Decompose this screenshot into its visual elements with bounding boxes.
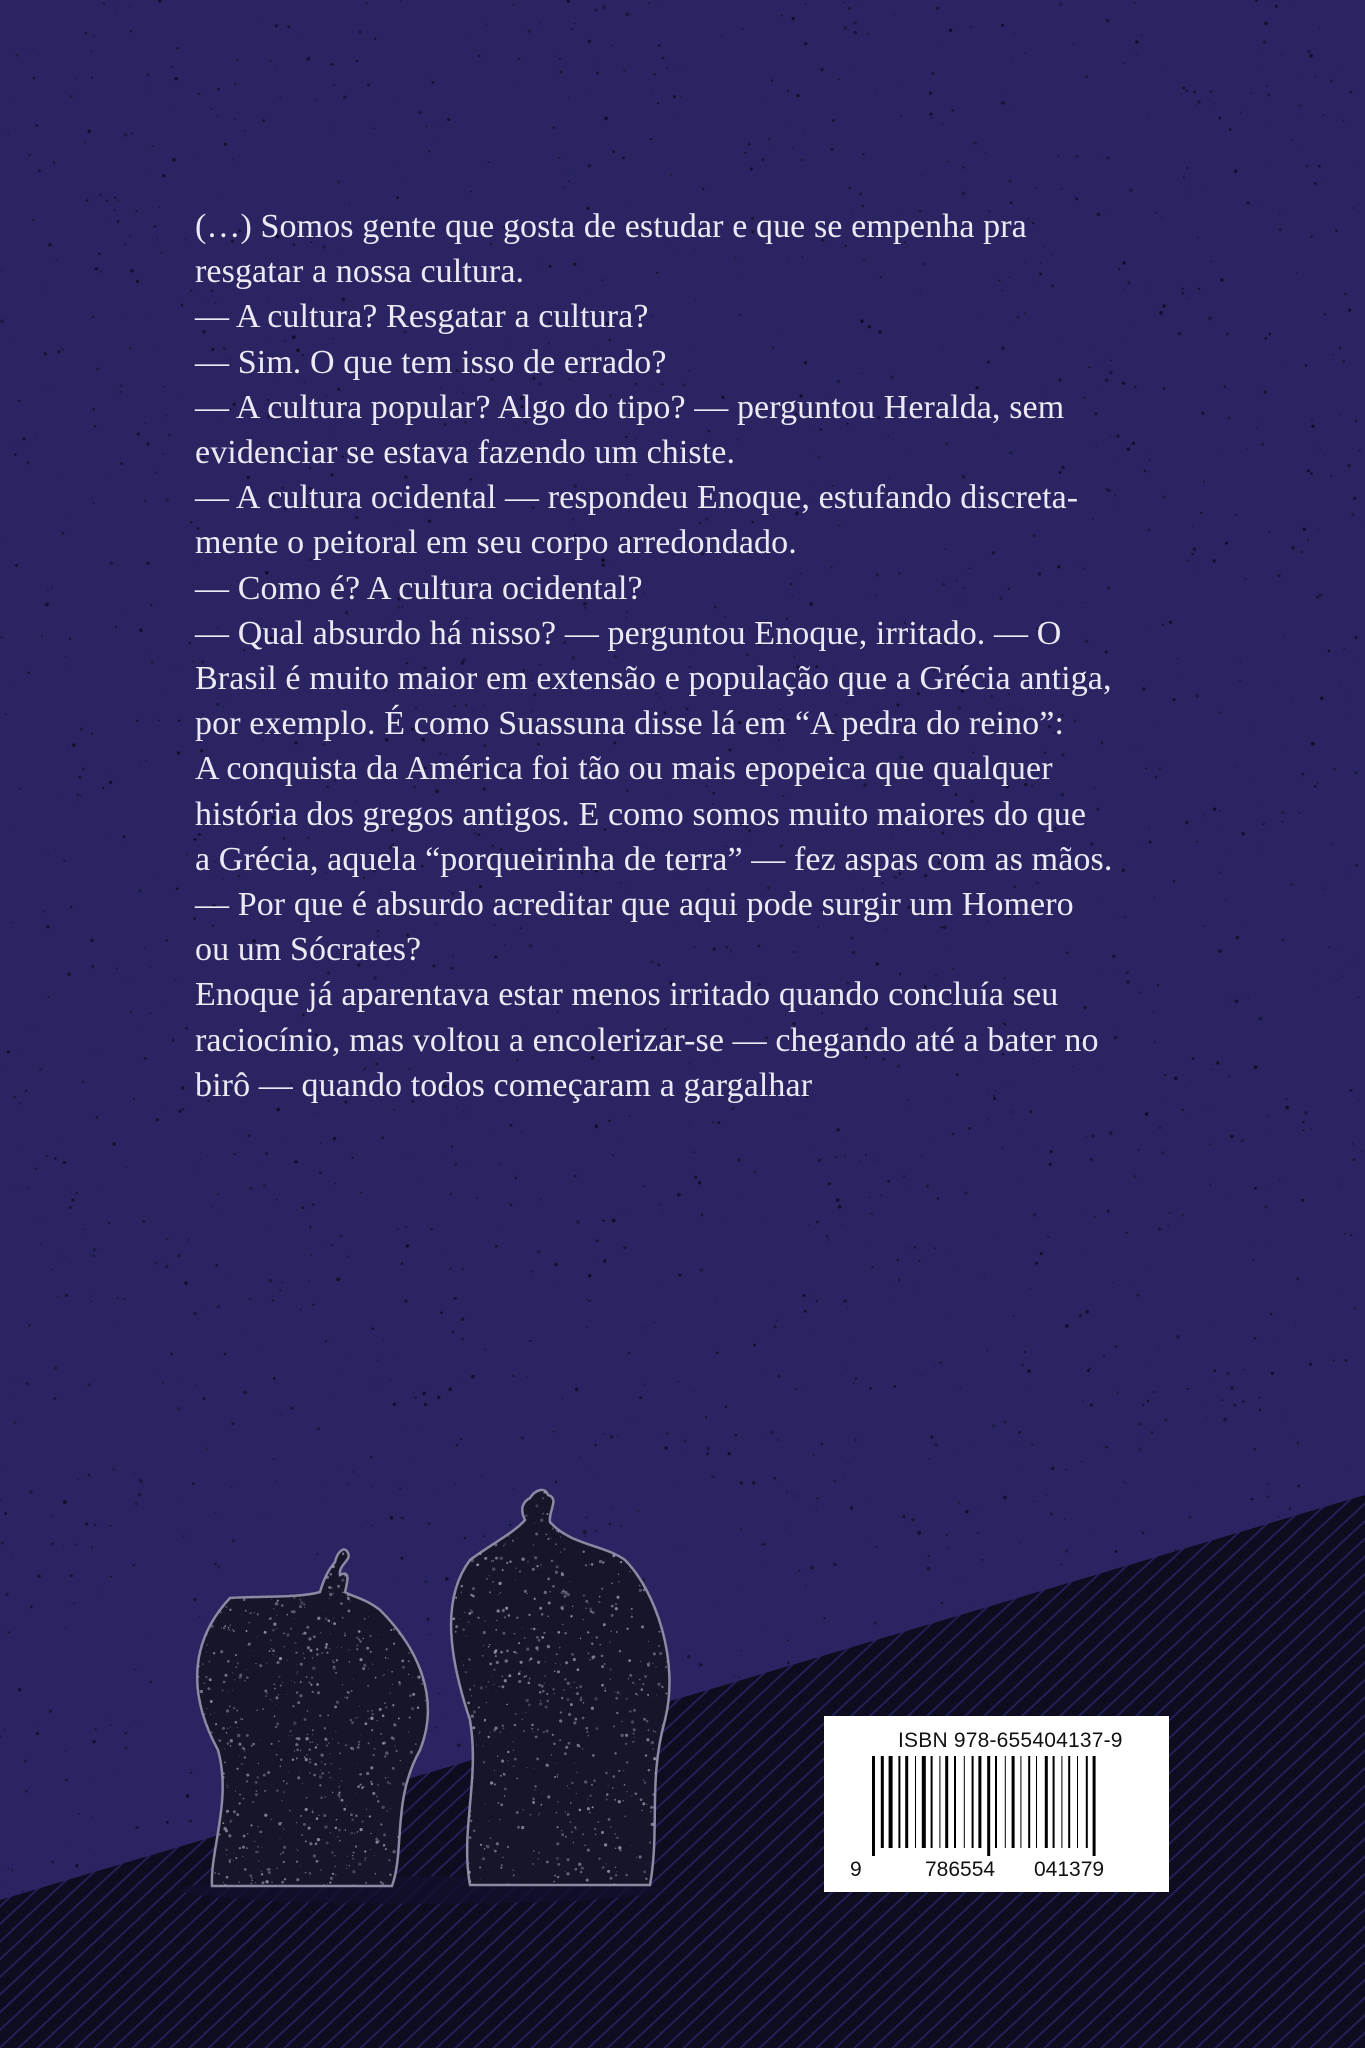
excerpt-line: a Grécia, aquela “porqueirinha de terra” — fez aspas com as mãos. xyxy=(195,840,1113,878)
excerpt-line: — Por que é absurdo acreditar que aqui pode surgir um Homero xyxy=(195,886,1074,924)
isbn-label: ISBN 978-655404137-9 xyxy=(898,1729,1123,1752)
barcode-bars xyxy=(824,1716,1169,1892)
excerpt-line: (…) Somos gente que gosta de estudar e que se empenha pra xyxy=(195,208,1027,245)
excerpt-line: — Como é? A cultura ocidental? xyxy=(195,569,643,607)
barcode-right-digits: 041379 xyxy=(1034,1858,1105,1881)
excerpt-line: Brasil é muito maior em extensão e população que a Grécia antiga, xyxy=(195,660,1112,698)
excerpt-line: por exemplo. É como Suassuna disse lá em “A pedra do reino”: xyxy=(195,705,1064,743)
excerpt-line: A conquista da América foi tão ou mais epopeica que qualquer xyxy=(195,750,1053,788)
isbn-barcode xyxy=(824,1716,1169,1892)
excerpt-line: — A cultura popular? Algo do tipo? — perguntou Heralda, sem xyxy=(195,388,1065,426)
excerpt-line: história dos gregos antigos. E como somos muito maiores do que xyxy=(195,795,1087,833)
excerpt-line: — A cultura? Resgatar a cultura? xyxy=(195,298,649,336)
excerpt-line: ou um Sócrates? xyxy=(195,931,422,969)
excerpt-line: raciocínio, mas voltou a encolerizar-se — chegando até a bater no xyxy=(195,1021,1099,1059)
excerpt-line: — Qual absurdo há nisso? — perguntou Enoque, irritado. — O xyxy=(195,614,1062,652)
excerpt-line: — A cultura ocidental — respondeu Enoque, estufando discreta- xyxy=(195,479,1079,517)
book-excerpt xyxy=(195,204,1195,1108)
excerpt-line: birô — quando todos começaram a gargalhar xyxy=(195,1066,813,1104)
barcode-left-digits: 786554 xyxy=(925,1858,996,1881)
excerpt-line: Enoque já aparentava estar menos irritado quando concluía seu xyxy=(195,976,1059,1014)
excerpt-line: evidenciar se estava fazendo um chiste. xyxy=(195,434,736,472)
barcode-lead-digit: 9 xyxy=(850,1858,862,1881)
excerpt-line: — Sim. O que tem isso de errado? xyxy=(195,343,667,381)
excerpt-line: resgatar a nossa cultura. xyxy=(195,253,525,291)
excerpt-line: mente o peitoral em seu corpo arredondado. xyxy=(195,524,797,562)
